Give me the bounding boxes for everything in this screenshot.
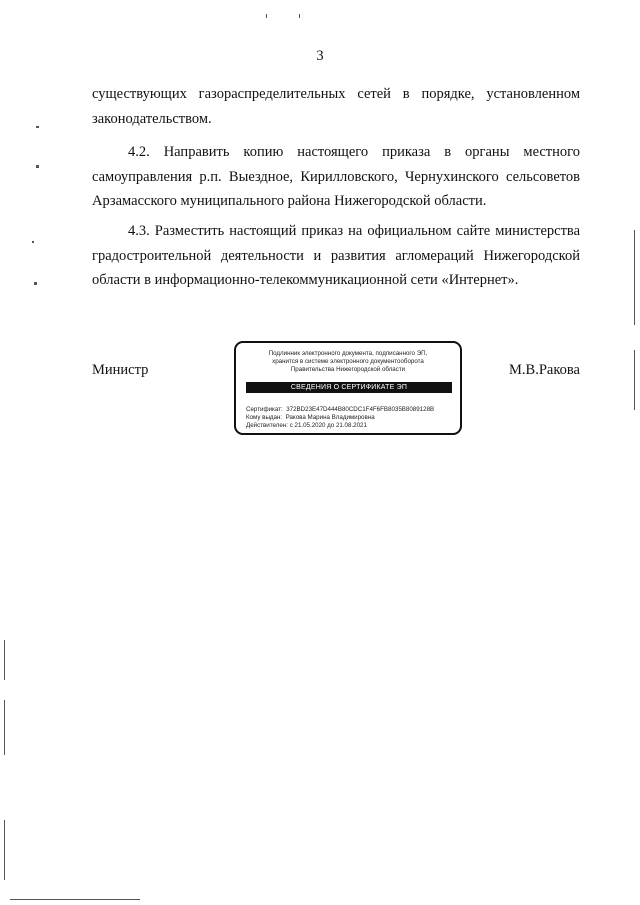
certificate-label: Сертификат: [246, 406, 283, 413]
scan-mark [36, 126, 39, 128]
issued-to-row [246, 414, 456, 422]
scan-mark [36, 165, 39, 168]
paragraph-item-4-2 [92, 140, 580, 214]
paragraph-line: существующих газораспределительных сетей в порядке, установленном [92, 86, 580, 102]
scan-mark [10, 899, 140, 900]
stamp-header-line: хранится в системе электронного документооборота [272, 358, 424, 365]
certificate-value: 372BD23E47D444B80CDC1F4F6FB8035B8089128B [286, 406, 435, 413]
paragraph-line: Арзамасского муниципального района Нижегородской области. [92, 193, 487, 209]
valid-label: Действителен: [246, 422, 288, 429]
scan-mark [299, 14, 300, 18]
issued-to-label: Кому выдан: [246, 414, 283, 421]
paragraph-line: самоуправления р.п. Выездное, Кирилловского, Чернухинского сельсоветов [92, 168, 580, 185]
scan-mark [4, 700, 5, 755]
electronic-signature-stamp [234, 341, 462, 435]
stamp-certificate-bar: СВЕДЕНИЯ О СЕРТИФИКАТЕ ЭП [246, 382, 452, 393]
signature-block [0, 338, 640, 438]
stamp-header-line: Подлинник электронного документа, подписанного ЭП, [268, 350, 428, 357]
paragraph-line: градостроительной деятельности и развития агломераций Нижегородской [92, 247, 580, 264]
paragraph-item-4-3 [92, 219, 580, 293]
scan-mark [4, 640, 5, 680]
stamp-header [236, 350, 460, 374]
paragraph-line: области в информационно-телекоммуникационной сети «Интернет». [92, 272, 519, 288]
stamp-details [246, 406, 456, 430]
scan-mark [266, 14, 267, 18]
paragraph-line: законодательством. [92, 110, 212, 127]
issued-to-value: Ракова Марина Владимировна [285, 414, 375, 421]
scan-mark [634, 350, 635, 410]
valid-row [246, 422, 456, 430]
scan-mark [32, 241, 34, 243]
certificate-row [246, 406, 456, 414]
signer-position: Министр [92, 362, 149, 378]
paragraph-line: 4.2. Направить копию настоящего приказа в органы местного [128, 144, 580, 160]
signer-name: М.В.Ракова [509, 362, 580, 378]
paragraph-continuation [92, 82, 580, 131]
valid-value: с 21.05.2020 до 21.08.2021 [289, 422, 367, 429]
page-number: 3 [316, 48, 324, 64]
stamp-header-line: Правительства Нижегородской области [290, 366, 406, 373]
scan-mark [634, 230, 635, 325]
scan-mark [34, 282, 37, 285]
paragraph-line: 4.3. Разместить настоящий приказ на официальном сайте министерства [128, 223, 580, 239]
scan-mark [4, 820, 5, 880]
